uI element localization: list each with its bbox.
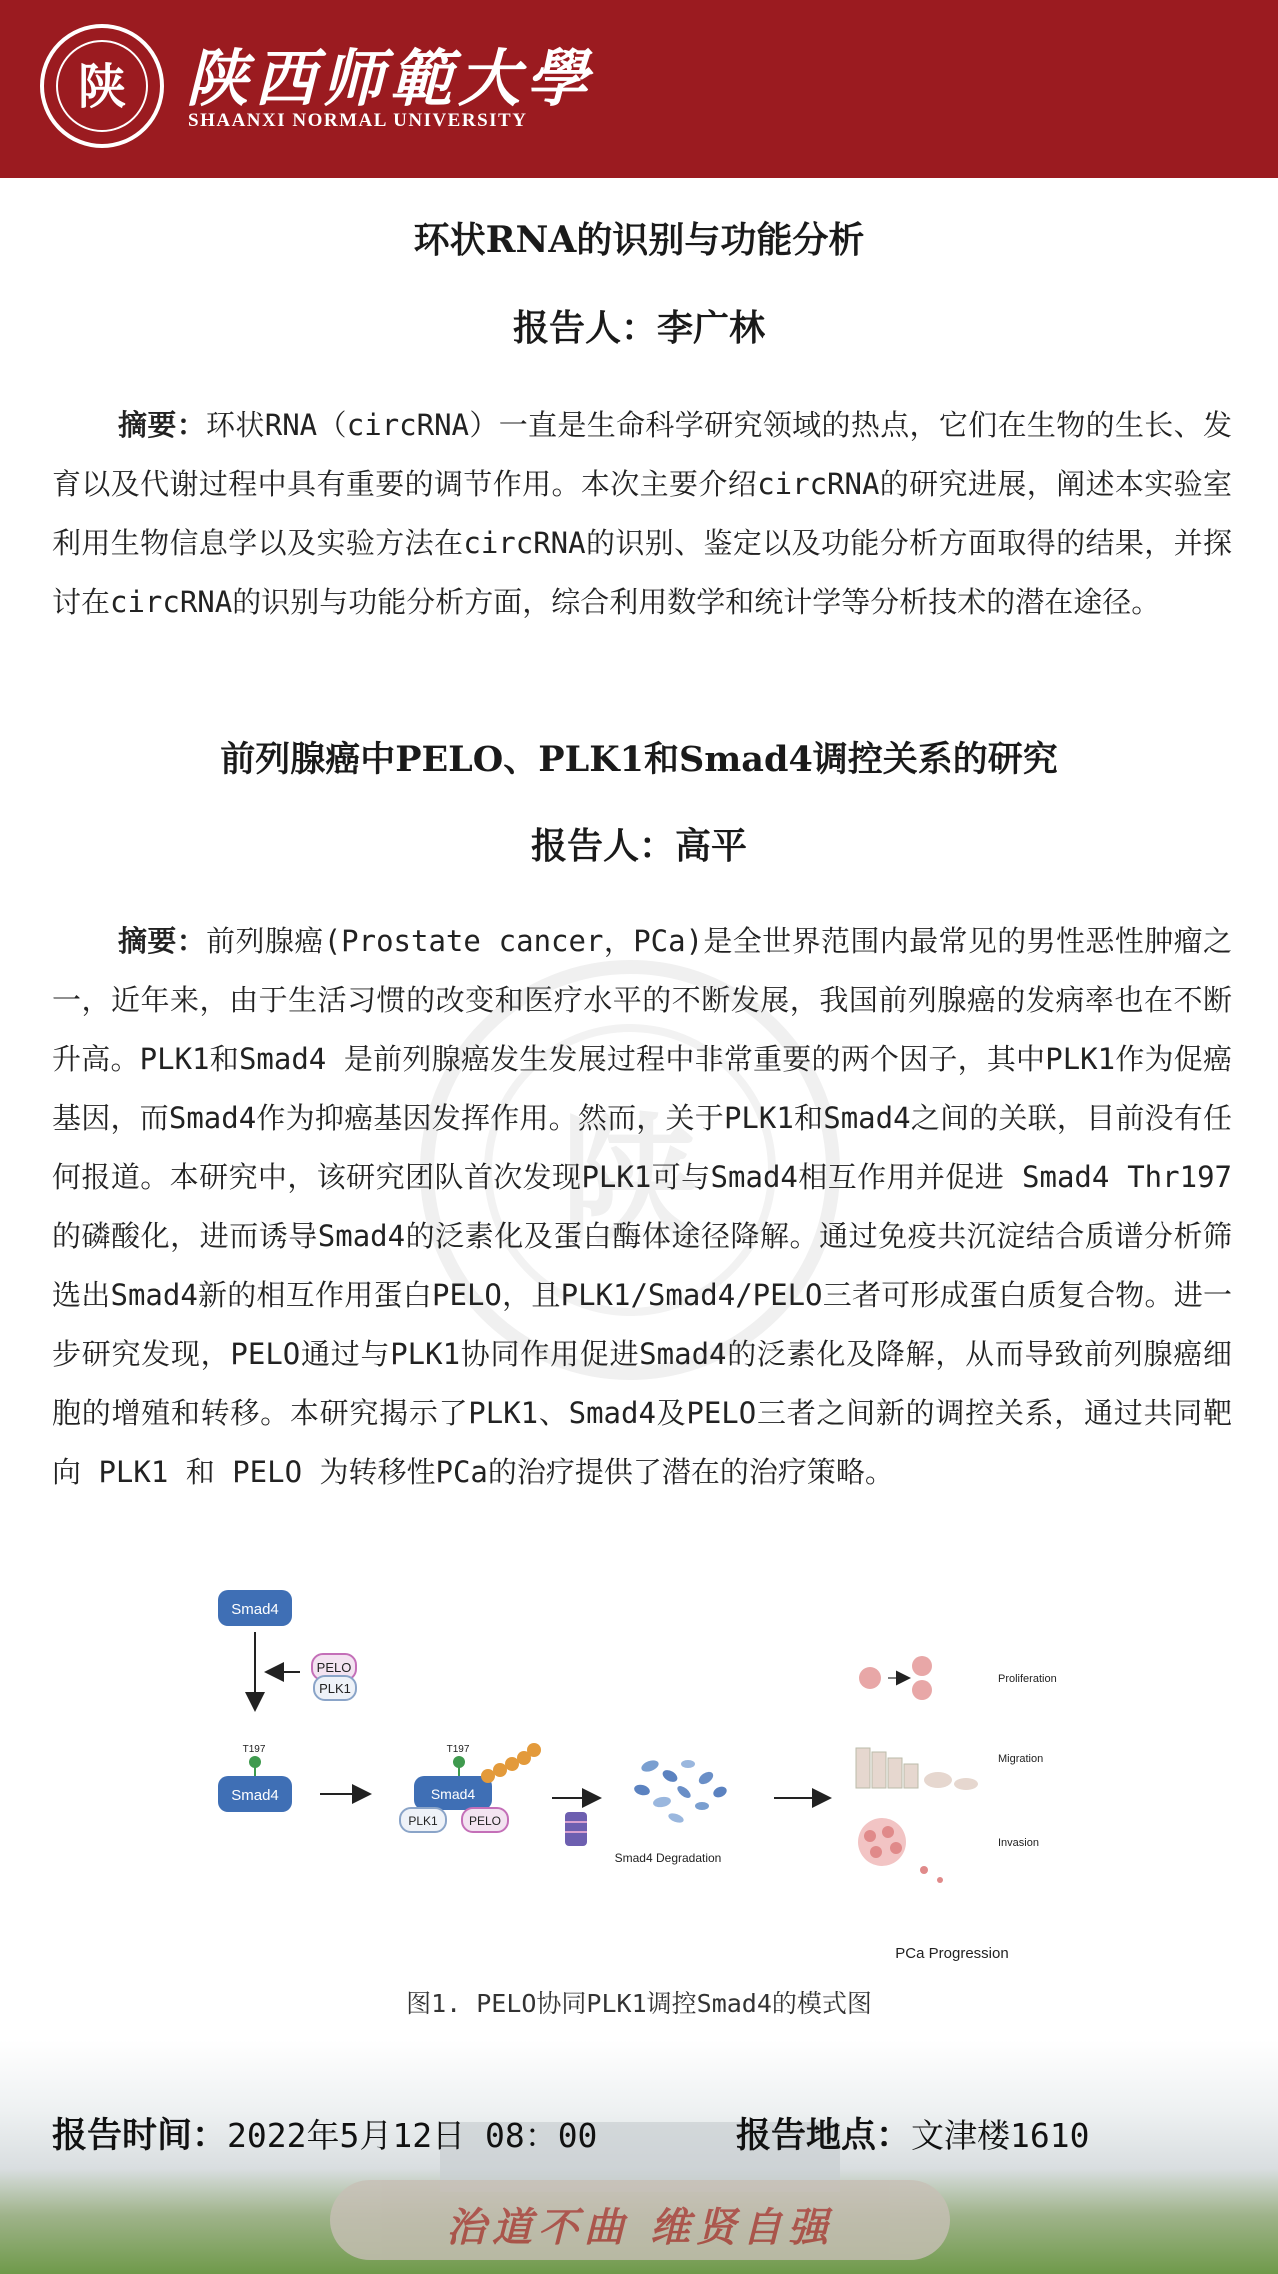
university-seal-logo bbox=[40, 24, 164, 148]
migration-label: Migration bbox=[998, 1753, 1044, 1765]
talk2-abstract bbox=[52, 912, 1232, 1502]
report-place bbox=[736, 2108, 1090, 2158]
talk2-title: 前列腺癌中PELO、PLK1和Smad4调控关系的研究 bbox=[220, 739, 1058, 780]
talk1-speaker: 报告人：李广林 bbox=[512, 307, 765, 349]
motto-text: 治道不曲 维贤自强 bbox=[446, 2204, 834, 2251]
svg-text:PELO: PELO bbox=[468, 1814, 502, 1828]
proliferation-label: Proliferation bbox=[998, 1673, 1057, 1685]
university-header bbox=[0, 0, 1278, 178]
smad4-complex bbox=[400, 1743, 541, 1832]
place-label: 报告地点： bbox=[736, 2115, 912, 2156]
university-name-en: SHAANXI NORMAL UNIVERSITY bbox=[188, 110, 528, 131]
pelo-plk1-pair bbox=[312, 1654, 356, 1700]
invasion-label: Invasion bbox=[998, 1837, 1039, 1849]
talk1-title: 环状RNA的识别与功能分析 bbox=[413, 219, 865, 261]
svg-text:PLK1: PLK1 bbox=[408, 1814, 438, 1828]
svg-text:T197: T197 bbox=[242, 1744, 266, 1755]
svg-text:T197: T197 bbox=[446, 1744, 470, 1755]
svg-text:PLK1: PLK1 bbox=[319, 1681, 351, 1696]
watermark-character: 陕 bbox=[559, 1100, 700, 1264]
university-name-cn: 陕西师範大學 bbox=[186, 42, 595, 115]
talk2-abstract-text: 前列腺癌(Prostate cancer，PCa)是全世界范围内最常见的男性恶性肿瘤之一，近年来，由于生活习惯的改变和医疗水平的不断发展，我国前列腺癌的发病率也在不断升高。PLK1和Smad4 是前列腺癌发生发展过程中非常重要的两个因子，其中PLK1作为促癌基因，而Smad4作为抑癌基因发挥作用。然而，关于PLK1和Smad4之间的关联，目前没有任何报道。本研究中，该研究团队首次发现PLK1可与Smad4相互作用并促进 Smad4 Thr197的磷酸化，进而诱导Smad4的泛素化及蛋白酶体途径降解。通过免疫共沉淀结合质谱分析筛选出Smad4新的相互作用蛋白PELO，且PLK1/Smad4/PELO三者可形成蛋白质复合物。进一步研究发现，PELO通过与PLK1协同作用促进Smad4的泛素化及降解，从而导致前列腺癌细胞的增殖和转移。本研究揭示了PLK1、Smad4及PELO三者之间新的调控关系，通过共同靶向 PLK1 和 PELO 为转移性PCa的治疗提供了潜在的治疗策略。 bbox=[52, 924, 1232, 1489]
smad4-fragments bbox=[633, 1758, 728, 1824]
invasion-cells bbox=[858, 1818, 943, 1883]
abstract-label: 摘要： bbox=[118, 924, 207, 958]
migration-cells bbox=[856, 1748, 978, 1790]
place-value: 文津楼1610 bbox=[911, 2116, 1090, 2155]
degradation-label: Smad4 Degradation bbox=[614, 1851, 722, 1865]
svg-text:Smad4: Smad4 bbox=[430, 1786, 476, 1802]
svg-text:Smad4: Smad4 bbox=[231, 1601, 279, 1618]
proliferation-cells bbox=[859, 1656, 932, 1700]
svg-text:PELO: PELO bbox=[316, 1660, 352, 1675]
smad4-box-top bbox=[218, 1590, 292, 1626]
pathway-diagram bbox=[200, 1580, 1080, 1970]
motto-stone bbox=[330, 2180, 950, 2260]
pca-progression-label: PCa Progression bbox=[895, 1945, 1009, 1962]
proteasome-icon bbox=[565, 1812, 587, 1846]
report-time bbox=[52, 2108, 597, 2158]
time-value: 2022年5月12日 08：00 bbox=[227, 2116, 598, 2155]
svg-text:Smad4: Smad4 bbox=[231, 1787, 279, 1804]
talk2-speaker: 报告人：高平 bbox=[530, 825, 747, 867]
figure-caption: 图1. PELO协同PLK1调控Smad4的模式图 bbox=[406, 1989, 872, 2018]
abstract-label: 摘要： bbox=[118, 408, 207, 442]
phospho-smad4 bbox=[218, 1744, 292, 1812]
time-label: 报告时间： bbox=[52, 2115, 228, 2156]
seal-character: 陕 bbox=[77, 59, 126, 115]
talk1-abstract bbox=[52, 396, 1232, 632]
talk1-abstract-text: 环状RNA（circRNA）一直是生命科学研究领域的热点，它们在生物的生长、发育以及代谢过程中具有重要的调节作用。本次主要介绍circRNA的研究进展，阐述本实验室利用生物信息学以及实验方法在circRNA的识别、鉴定以及功能分析方面取得的结果，并探讨在circRNA的识别与功能分析方面，综合利用数学和统计学等分析技术的潜在途径。 bbox=[52, 408, 1232, 619]
